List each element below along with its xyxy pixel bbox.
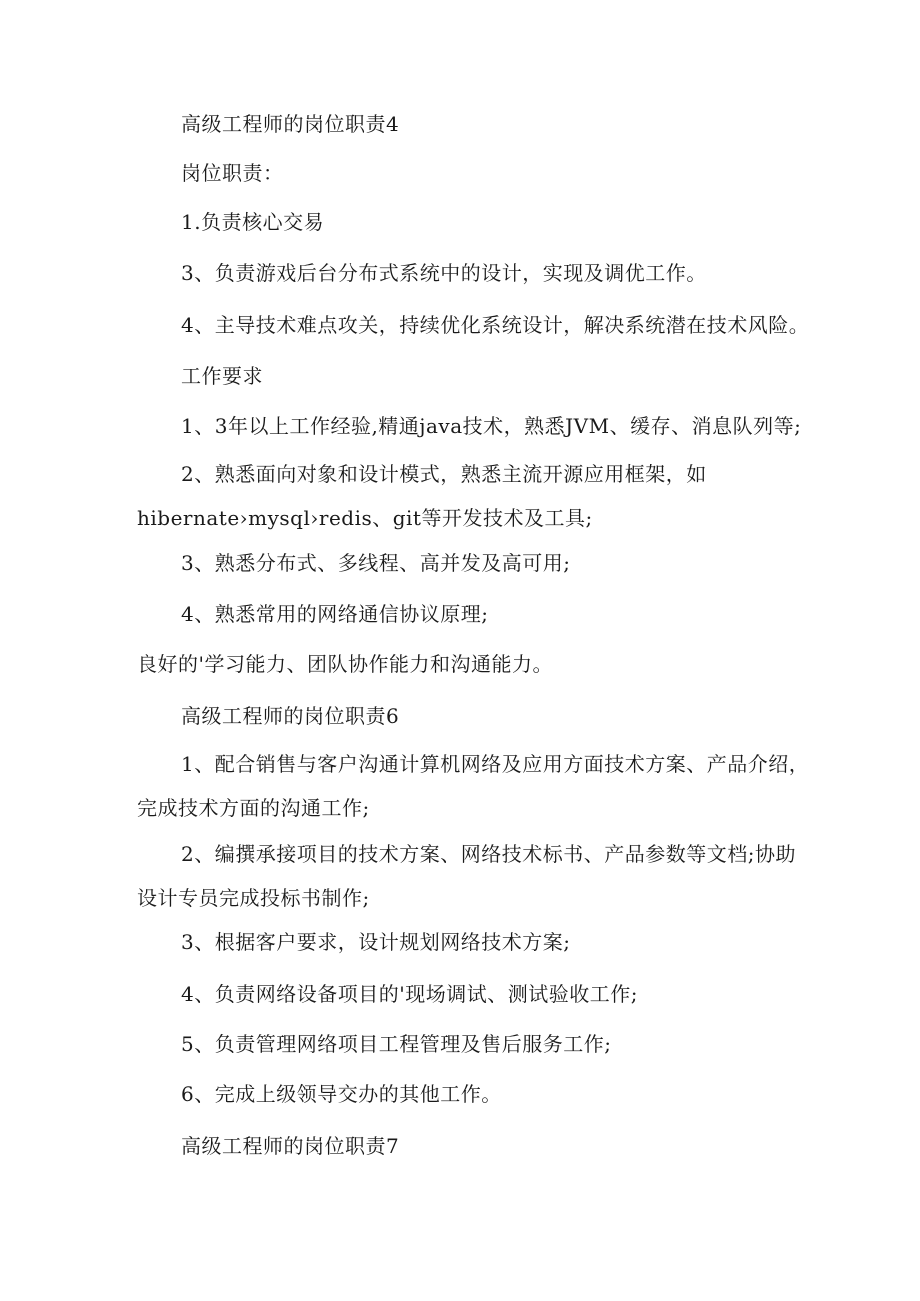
duty-item-4: 4、主导技术难点攻关，持续优化系统设计，解决系统潜在技术风险。 <box>181 313 810 337</box>
responsibility-item-1 <box>137 742 810 830</box>
requirement-item-2-line-2: hibernate›mysql›redis、git等开发技术及工具; <box>137 506 593 530</box>
section-heading-7: 高级工程师的岗位职责7 <box>181 1134 400 1158</box>
responsibility-item-6: 6、完成上级领导交办的其他工作。 <box>181 1082 502 1106</box>
responsibility-item-2 <box>137 832 797 920</box>
requirement-item-4: 4、熟悉常用的网络通信协议原理; <box>181 602 489 626</box>
responsibility-item-2-line-1: 2、编撰承接项目的技术方案、网络技术标书、产品参数等文档;协助 <box>181 842 796 866</box>
responsibility-item-1-line-2: 完成技术方面的沟通工作; <box>137 796 370 820</box>
section-heading-4: 高级工程师的岗位职责4 <box>181 112 400 136</box>
responsibility-item-5: 5、负责管理网络项目工程管理及售后服务工作; <box>181 1032 612 1056</box>
requirement-item-3: 3、熟悉分布式、多线程、高并发及高可用; <box>181 551 571 575</box>
requirement-item-5: 良好的'学习能力、团队协作能力和沟通能力。 <box>137 652 553 676</box>
duty-item-1: 1.负责核心交易 <box>181 210 325 234</box>
duty-label: 岗位职责： <box>181 161 284 185</box>
responsibility-item-2-line-2: 设计专员完成投标书制作; <box>137 886 370 910</box>
section-heading-6: 高级工程师的岗位职责6 <box>181 704 400 728</box>
responsibility-item-1-line-1: 1、配合销售与客户沟通计算机网络及应用方面技术方案、产品介绍， <box>181 752 810 776</box>
requirement-item-2-line-1: 2、熟悉面向对象和设计模式，熟悉主流开源应用框架，如 <box>181 462 707 486</box>
responsibility-item-3: 3、根据客户要求，设计规划网络技术方案; <box>181 930 571 954</box>
duty-item-3: 3、负责游戏后台分布式系统中的设计，实现及调优工作。 <box>181 261 707 285</box>
requirement-item-1: 1、3年以上工作经验,精通java技术，熟悉JVM、缓存、消息队列等; <box>181 414 802 438</box>
responsibility-item-4: 4、负责网络设备项目的'现场调试、测试验收工作; <box>181 982 638 1006</box>
requirements-label: 工作要求 <box>181 364 263 388</box>
requirement-item-2 <box>137 452 797 540</box>
